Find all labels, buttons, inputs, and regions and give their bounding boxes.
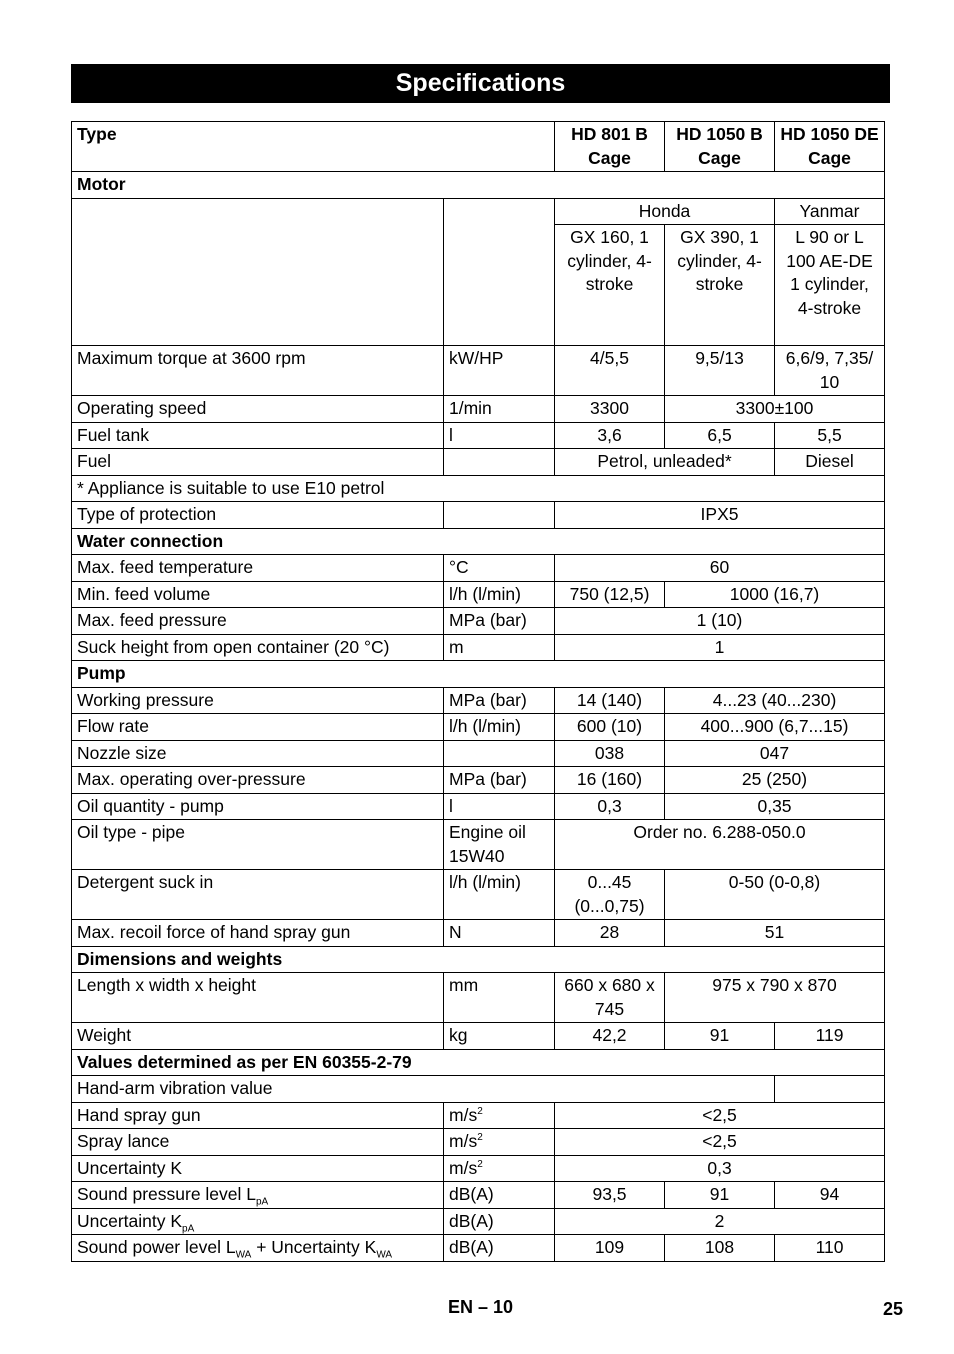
section-water: Water connection bbox=[72, 528, 885, 555]
table-row: Spray lance $m/s^2$ <2,5 bbox=[72, 1129, 885, 1156]
section-row bbox=[72, 172, 885, 199]
section-motor: Motor bbox=[72, 172, 885, 199]
header-model-3: HD 1050 DE Cage bbox=[775, 122, 885, 172]
header-model-1: HD 801 B Cage bbox=[555, 122, 665, 172]
page-number: 25 bbox=[883, 1299, 904, 1319]
table-row: Operating speed 1/min 3300 3300±100 bbox=[72, 396, 885, 423]
header-model-2: HD 1050 B Cage bbox=[665, 122, 775, 172]
table-row: Sound pressure level $L_{pA}$ dB(A) 93,5 91 94 bbox=[72, 1182, 885, 1209]
table-row: Detergent suck in l/h (l/min) 0...45 (0...0,75) 0-50 (0-0,8) bbox=[72, 870, 885, 920]
engine-model-2: GX 390, 1 cylinder, 4-stroke bbox=[665, 225, 775, 346]
section-row bbox=[72, 946, 885, 973]
maker-honda: Honda bbox=[555, 198, 775, 225]
section-values: Values determined as per EN 60355-2-79 bbox=[72, 1049, 885, 1076]
table-row: Hand spray gun $m/s^2$ <2,5 bbox=[72, 1102, 885, 1129]
table-row: Uncertainty K $m/s^2$ 0,3 bbox=[72, 1155, 885, 1182]
section-row bbox=[72, 1049, 885, 1076]
table-row: Nozzle size 038 047 bbox=[72, 740, 885, 767]
table-header-row bbox=[72, 122, 885, 172]
table-row: Oil quantity - pump l 0,3 0,35 bbox=[72, 793, 885, 820]
footnote-e10: * Appliance is suitable to use E10 petrol bbox=[72, 475, 885, 502]
table-row: Max. recoil force of hand spray gun N 28 51 bbox=[72, 920, 885, 947]
table-row: Maximum torque at 3600 rpm kW/HP 4/5,5 9,5/13 6,6/9, 7,35/ 10 bbox=[72, 346, 885, 396]
page-title: Specifications bbox=[71, 64, 890, 103]
specifications-table bbox=[71, 121, 885, 1262]
footer-section: EN – 10 bbox=[448, 1297, 514, 1317]
table-row: Flow rate l/h (l/min) 600 (10) 400...900 (6,7...15) bbox=[72, 714, 885, 741]
table-row: Type of protection IPX5 bbox=[72, 502, 885, 529]
table-row: Suck height from open container (20 °C) m 1 bbox=[72, 634, 885, 661]
section-pump: Pump bbox=[72, 661, 885, 688]
table-row: Max. feed pressure MPa (bar) 1 (10) bbox=[72, 608, 885, 635]
section-row bbox=[72, 528, 885, 555]
table-row: Oil type - pipe Engine oil 15W40 Order no. 6.288-050.0 bbox=[72, 820, 885, 870]
table-row: Fuel tank l 3,6 6,5 5,5 bbox=[72, 422, 885, 449]
section-dimensions: Dimensions and weights bbox=[72, 946, 885, 973]
table-row: Length x width x height mm 660 x 680 x 745 975 x 790 x 870 bbox=[72, 973, 885, 1023]
table-row: Working pressure MPa (bar) 14 (140) 4...23 (40...230) bbox=[72, 687, 885, 714]
table-row: Weight kg 42,2 91 119 bbox=[72, 1023, 885, 1050]
section-row bbox=[72, 661, 885, 688]
table-row: Max. operating over-pressure MPa (bar) 16 (160) 25 (250) bbox=[72, 767, 885, 794]
table-row: Fuel Petrol, unleaded* Diesel bbox=[72, 449, 885, 476]
engine-model-3: L 90 or L 100 AE-DE 1 cylinder, 4-stroke bbox=[775, 225, 885, 346]
maker-yanmar: Yanmar bbox=[775, 198, 885, 225]
table-row bbox=[72, 475, 885, 502]
table-row bbox=[72, 198, 885, 225]
header-type: Type bbox=[72, 122, 555, 172]
engine-model-1: GX 160, 1 cylinder, 4-stroke bbox=[555, 225, 665, 346]
table-row: Uncertainty $K_{pA}$ dB(A) 2 bbox=[72, 1208, 885, 1235]
table-row: Max. feed temperature °C 60 bbox=[72, 555, 885, 582]
table-row: Min. feed volume l/h (l/min) 750 (12,5) 1000 (16,7) bbox=[72, 581, 885, 608]
table-row: Hand-arm vibration value bbox=[72, 1076, 885, 1103]
table-row: Sound power level $L_{WA}$ + Uncertainty $K_{WA}$ dB(A) 109 108 110 bbox=[72, 1235, 885, 1262]
